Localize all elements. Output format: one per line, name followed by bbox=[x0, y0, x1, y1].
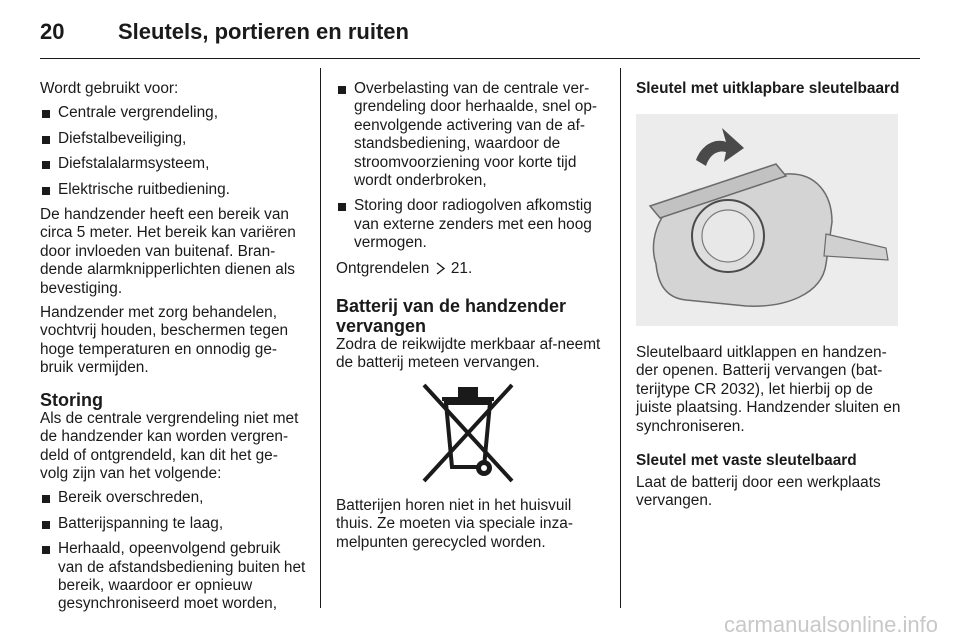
list-item: Bereik overschreden, bbox=[40, 489, 306, 507]
unlock-reference bbox=[336, 260, 606, 280]
causes-list-continued bbox=[336, 80, 606, 253]
causes-list bbox=[40, 489, 306, 613]
fold-key-heading: Sleutel met uitklapbare sleutelbaard bbox=[636, 80, 900, 97]
storing-paragraph: Als de centrale vergrendeling niet met de handzender kan worden vergren-deld of ontgrendeld, kan dit het ge-volg zijn van het volgende: bbox=[40, 409, 299, 482]
unlock-ref-label: Ontgrendelen bbox=[336, 259, 430, 277]
battery-heading: Batterij van de handzender vervangen bbox=[336, 296, 567, 337]
key-battery-illustration bbox=[636, 114, 898, 326]
storing-heading: Storing bbox=[40, 389, 103, 410]
list-item: Storing door radiogolven afkomstig van externe zenders met een hoog vermogen. bbox=[336, 197, 606, 252]
fold-key-paragraph: Sleutelbaard uitklappen en handzen-der openen. Batterij vervangen (bat-terijtype CR 2032), let hierbij op de juiste plaatsing. Handzender sluiten en synchroniseren. bbox=[636, 344, 901, 435]
fixed-key-heading: Sleutel met vaste sleutelbaard bbox=[636, 452, 857, 470]
column-divider-1 bbox=[320, 68, 321, 608]
disposal-paragraph: Batterijen horen niet in het huisvuil thuis. Ze moeten via speciale inza-melpunten gerecycled worden. bbox=[336, 496, 573, 551]
fixed-key-paragraph: Laat de batterij door een werkplaats vervangen. bbox=[636, 474, 881, 510]
list-item: Centrale vergrendeling, bbox=[40, 104, 306, 122]
list-item: Batterijspanning te laag, bbox=[40, 515, 306, 533]
list-item: Diefstalbeveiliging, bbox=[40, 130, 306, 148]
list-item: Diefstalalarmsysteem, bbox=[40, 155, 306, 173]
intro-text: Wordt gebruikt voor: bbox=[40, 80, 179, 97]
arrow-icon bbox=[435, 262, 446, 280]
care-paragraph: Handzender met zorg behandelen, vochtvrij houden, beschermen tegen hoge temperaturen en onnodig ge-bruik vermijden. bbox=[40, 304, 289, 377]
watermark: carmanualsonline.info bbox=[723, 612, 938, 637]
header-rule bbox=[40, 58, 920, 59]
column-3 bbox=[636, 80, 902, 517]
page-header bbox=[40, 14, 920, 50]
list-item: Herhaald, opeenvolgend gebruik van de afstandsbediening buiten het bereik, waardoor er opnieuw gesynchroniseerd moet worden, bbox=[40, 540, 306, 614]
battery-paragraph: Zodra de reikwijdte merkbaar af-neemt de batterij meteen vervangen. bbox=[336, 336, 601, 372]
column-divider-2 bbox=[620, 68, 621, 608]
column-2 bbox=[336, 80, 606, 558]
list-item: Overbelasting van de centrale ver-grendeling door herhaalde, snel op-eenvolgende activering van de af-standsbediening, waardoor de stroomvoorziening voor korte tijd wordt onderbroken, bbox=[336, 80, 606, 190]
crossed-bin-icon bbox=[420, 381, 516, 485]
list-item: Elektrische ruitbediening. bbox=[40, 181, 306, 199]
page-title: Sleutels, portieren en ruiten bbox=[118, 19, 409, 44]
range-paragraph: De handzender heeft een bereik van circa 5 meter. Het bereik kan variëren door invloeden van buitenaf. Bran-dende alarmknipperlichten dienen als bevestiging. bbox=[40, 206, 296, 297]
column-1 bbox=[40, 80, 306, 621]
page-number: 20 bbox=[40, 19, 65, 44]
unlock-ref-page: 21. bbox=[450, 259, 473, 277]
uses-list bbox=[40, 104, 306, 199]
